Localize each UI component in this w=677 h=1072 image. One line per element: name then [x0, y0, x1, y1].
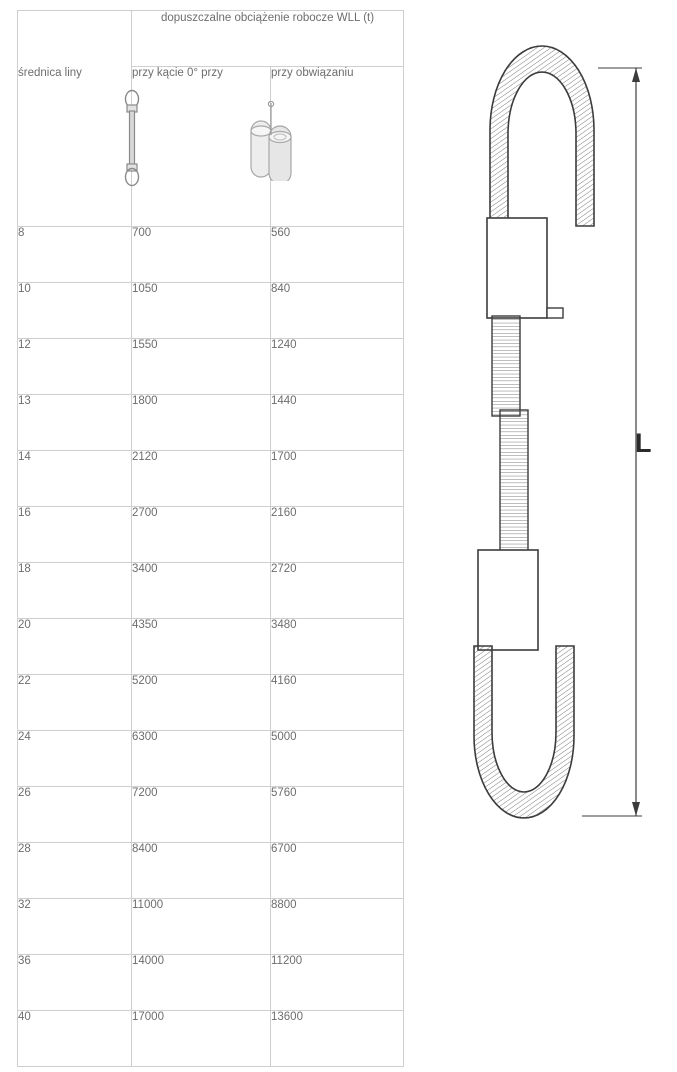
table-header-row	[18, 67, 404, 227]
sling-straight-icon	[114, 89, 150, 187]
table-row	[18, 563, 404, 619]
header-choked-cell	[271, 67, 404, 227]
lower-ferrule	[478, 550, 538, 650]
rope-body	[492, 316, 528, 570]
cell-diameter: 26	[18, 787, 132, 843]
cell-straight: 4350	[132, 619, 271, 675]
cell-straight: 700	[132, 227, 271, 283]
cell-diameter: 18	[18, 563, 132, 619]
sling-drawing	[430, 10, 670, 840]
lower-eye	[474, 646, 574, 818]
table-row	[18, 283, 404, 339]
dimension-label-L: L	[635, 428, 652, 458]
table-row	[18, 675, 404, 731]
cell-choked: 8800	[271, 899, 404, 955]
cell-choked: 1240	[271, 339, 404, 395]
cell-diameter: 13	[18, 395, 132, 451]
table-row	[18, 787, 404, 843]
cell-diameter: 12	[18, 339, 132, 395]
header-choked-label: przy obwiązaniu	[271, 67, 354, 79]
upper-ferrule	[487, 218, 563, 318]
table-row	[18, 507, 404, 563]
table-row	[18, 395, 404, 451]
cell-choked: 3480	[271, 619, 404, 675]
cell-choked: 1700	[271, 451, 404, 507]
cell-straight: 2700	[132, 507, 271, 563]
cell-choked: 5000	[271, 731, 404, 787]
cell-choked: 13600	[271, 1011, 404, 1067]
cell-straight: 11000	[132, 899, 271, 955]
table-row	[18, 955, 404, 1011]
table-row	[18, 619, 404, 675]
cell-straight: 7200	[132, 787, 271, 843]
sling-choked-drum-icon	[225, 101, 317, 181]
cell-choked: 1440	[271, 395, 404, 451]
cell-straight: 2120	[132, 451, 271, 507]
cell-diameter: 22	[18, 675, 132, 731]
table-header-top-row	[18, 11, 404, 67]
header-straight-label: przy kącie 0° przy	[132, 67, 223, 79]
cell-choked: 2720	[271, 563, 404, 619]
cell-choked: 6700	[271, 843, 404, 899]
cell-choked: 2160	[271, 507, 404, 563]
cell-diameter: 28	[18, 843, 132, 899]
wire-rope-sling-diagram	[430, 10, 670, 840]
table-row	[18, 843, 404, 899]
cell-choked: 840	[271, 283, 404, 339]
table-row	[18, 731, 404, 787]
cell-straight: 6300	[132, 731, 271, 787]
cell-diameter: 14	[18, 451, 132, 507]
cell-straight: 14000	[132, 955, 271, 1011]
cell-diameter: 24	[18, 731, 132, 787]
cell-diameter: 40	[18, 1011, 132, 1067]
table-body	[18, 11, 404, 1067]
wll-table	[17, 10, 404, 1067]
table-row	[18, 227, 404, 283]
table-row	[18, 451, 404, 507]
table-row	[18, 339, 404, 395]
cell-diameter: 16	[18, 507, 132, 563]
header-diameter-label: średnica liny	[18, 67, 132, 227]
cell-diameter: 8	[18, 227, 132, 283]
cell-straight: 1050	[132, 283, 271, 339]
cell-diameter: 20	[18, 619, 132, 675]
table-row	[18, 899, 404, 955]
cell-straight: 5200	[132, 675, 271, 731]
cell-diameter: 32	[18, 899, 132, 955]
cell-choked: 560	[271, 227, 404, 283]
cell-choked: 4160	[271, 675, 404, 731]
upper-eye	[490, 46, 594, 226]
cell-straight: 17000	[132, 1011, 271, 1067]
cell-straight: 1800	[132, 395, 271, 451]
cell-straight: 3400	[132, 563, 271, 619]
header-wll-group-label: dopuszczalne obciążenie robocze WLL (t)	[132, 11, 404, 67]
table-row	[18, 1011, 404, 1067]
cell-straight: 8400	[132, 843, 271, 899]
cell-choked: 5760	[271, 787, 404, 843]
cell-straight: 1550	[132, 339, 271, 395]
cell-choked: 11200	[271, 955, 404, 1011]
cell-diameter: 10	[18, 283, 132, 339]
cell-diameter: 36	[18, 955, 132, 1011]
header-blank-cell	[18, 11, 132, 67]
